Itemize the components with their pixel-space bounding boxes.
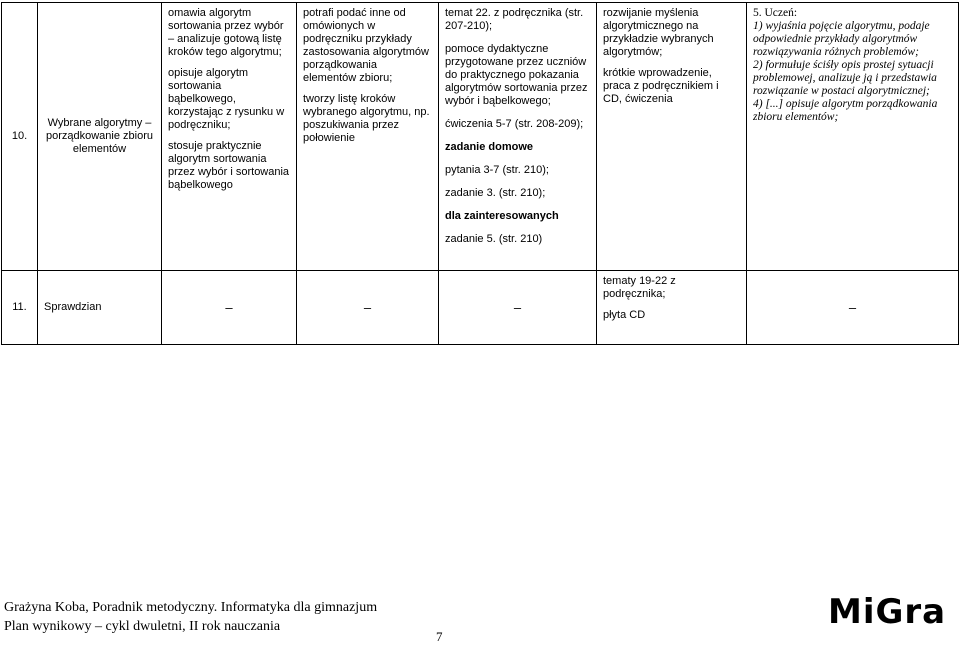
objective-item: stosuje praktycznie algorytm sortowania przez wybór i sortowania bąbelkowego — [168, 140, 290, 191]
topic-reference: temat 22. z podręcznika (str. 207-210); — [445, 7, 584, 32]
extended-objectives-cell — [297, 3, 439, 271]
materials-item: tematy 19-22 z podręcznika; — [603, 275, 676, 300]
lesson-topic: Wybrane algorytmy – porządkowanie zbioru elementów — [38, 3, 162, 271]
method-item: rozwijanie myślenia algorytmicznego na przykładzie wybranych algorytmów; — [603, 7, 714, 58]
curriculum-lead: 5. Uczeń: — [753, 7, 798, 19]
teaching-aids: pomoce dydaktyczne przygotowane przez uczniów do praktycznego pokazania algorytmów sortowania przez wybór i bąbelkowego; — [445, 43, 588, 107]
curriculum-cell — [747, 3, 959, 271]
empty-dash: – — [162, 271, 297, 345]
objective-item: opisuje algorytm sortowania bąbelkowego, korzystając z rysunku w podręczniku; — [168, 67, 285, 131]
footer-line-1: Grażyna Koba, Poradnik metodyczny. Informatyka dla gimnazjum — [4, 600, 378, 615]
curriculum-item: 1) wyjaśnia pojęcie algorytmu, podaje odpowiednie przykłady algorytmów rozwiązywania różnych problemów; — [753, 20, 930, 58]
materials-item: płyta CD — [603, 309, 646, 321]
lesson-topic: Sprawdzian — [38, 271, 162, 345]
lesson-number: 11. — [2, 271, 38, 345]
extended-item: potrafi podać inne od omówionych w podręczniku przykłady zastosowania algorytmów porządkowania elementów zbioru; — [303, 7, 429, 84]
publisher-logo: MiGra — [828, 592, 947, 632]
materials-cell — [439, 3, 597, 271]
method-item: krótkie wprowadzenie, praca z podręcznikiem i CD, ćwiczenia — [603, 67, 719, 105]
table-row-11 — [2, 271, 959, 345]
curriculum-item: 2) formułuje ściśły opis prostej sytuacji problemowej, analizuje ją i przedstawia rozwiązanie w postaci algorytmicznej; — [753, 59, 937, 97]
materials-cell — [597, 271, 747, 345]
footer-line-2: Plan wynikowy – cykl dwuletni, II rok nauczania — [4, 619, 281, 634]
page-number: 7 — [436, 629, 443, 644]
lesson-number: 10. — [2, 3, 38, 271]
homework-questions: pytania 3-7 (str. 210); — [445, 164, 549, 176]
empty-dash: – — [747, 271, 959, 345]
table-row-10 — [2, 3, 959, 271]
interested-label: dla zainteresowanych — [445, 210, 559, 222]
exercises: ćwiczenia 5-7 (str. 208-209); — [445, 118, 584, 130]
objective-item: omawia algorytm sortowania przez wybór – analizuje gotową listę kroków tego algorytmu; — [168, 7, 284, 58]
lesson-plan-table — [1, 2, 959, 345]
interested-task: zadanie 5. (str. 210) — [445, 233, 543, 245]
homework-label: zadanie domowe — [445, 141, 534, 153]
methods-cell — [597, 3, 747, 271]
curriculum-item: 4) [...] opisuje algorytm porządkowania zbioru elementów; — [753, 98, 938, 123]
extended-item: tworzy listę kroków wybranego algorytmu, np. poszukiwania przez połowienie — [303, 93, 430, 144]
homework-task: zadanie 3. (str. 210); — [445, 187, 546, 199]
empty-dash: – — [297, 271, 439, 345]
empty-dash: – — [439, 271, 597, 345]
basic-objectives-cell — [162, 3, 297, 271]
footer-credits — [4, 598, 377, 636]
